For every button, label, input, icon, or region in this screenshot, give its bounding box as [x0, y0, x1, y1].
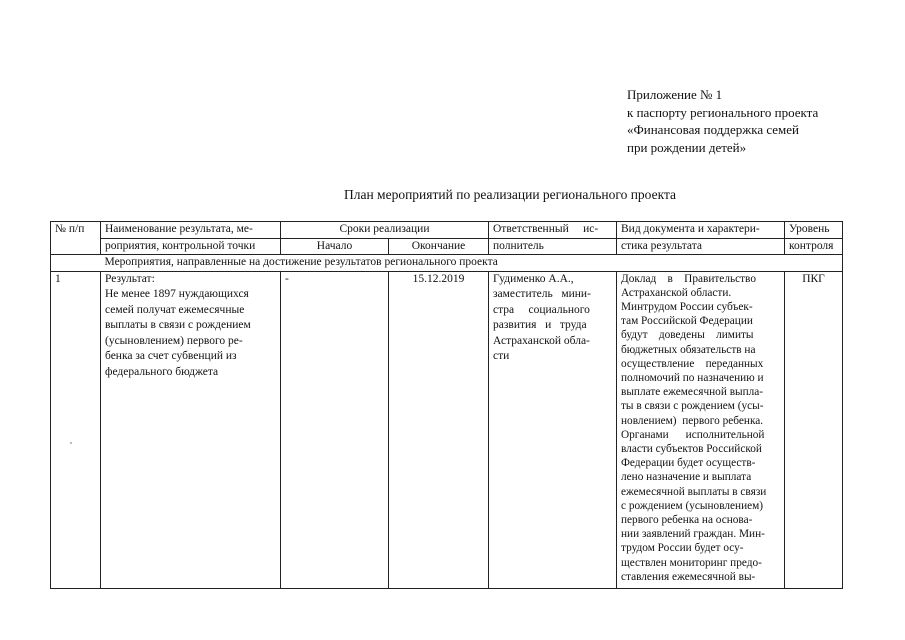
appendix-line: «Финансовая поддержка семей [627, 122, 800, 137]
row-doc-line: осуществление переданных [621, 357, 764, 370]
header-doc-cont [617, 238, 785, 255]
row-doc-line: власти субъектов Российской [621, 442, 762, 455]
header-level-line: контроля [789, 239, 834, 252]
row-name-line: Результат: [105, 272, 155, 285]
row-num: 1 [51, 271, 101, 588]
row-doc-line: Астраханской области. [621, 286, 732, 299]
row-doc-line: Доклад в Правительство [621, 272, 756, 285]
row-name-line: Не менее 1897 нуждающихся [105, 288, 249, 300]
scan-speck [70, 442, 72, 444]
section-spacer [51, 255, 101, 272]
row-responsible-line: заместитель мини- [493, 288, 591, 300]
row-doc-line: трудом России будет осу- [621, 542, 744, 555]
row-doc-line: нии заявлений граждан. Мин- [621, 528, 765, 541]
row-responsible [489, 271, 617, 588]
row-doc-line: первого ребенка на основа- [621, 513, 753, 526]
row-doc-line: будут доведены лимиты [621, 329, 754, 342]
plan-title: План мероприятий по реализации регионального проекта [343, 187, 677, 202]
row-responsible-line: развития и труда [493, 319, 587, 331]
header-responsible-line: Ответственный ис- [493, 223, 599, 235]
header-level [785, 222, 843, 239]
header-responsible [489, 222, 617, 239]
header-doc-line: Вид документа и характери- [621, 223, 760, 235]
header-level-line: Уровень [789, 223, 830, 235]
header-name-cont [101, 238, 281, 255]
row-doc-line: Минтрудом России субъек- [621, 300, 753, 313]
row-doc-line: ты в связи с рождением (усы- [621, 400, 764, 413]
header-level-cont [785, 238, 843, 255]
section-title: Мероприятия, направленные на достижение результатов регионального проекта [101, 255, 843, 272]
header-end: Окончание [389, 238, 489, 255]
table-row [51, 271, 843, 588]
header-num: № п/п [51, 222, 101, 255]
row-doc-line: ставления ежемесячной вы- [621, 570, 756, 583]
header-responsible-cont [489, 238, 617, 255]
row-responsible-line: Астраханской обла- [493, 334, 590, 347]
header-row-bottom [51, 238, 843, 255]
row-start: - [281, 271, 389, 588]
header-doc [617, 222, 785, 239]
row-doc-line: Органами исполнительной [621, 428, 765, 441]
header-terms: Сроки реализации [281, 222, 489, 239]
row-doc-line: бюджетных обязательств на [621, 343, 756, 356]
row-doc-line: Федерации будет осуществ- [621, 457, 756, 470]
row-doc-line: с рождением (усыновлением) [621, 499, 764, 512]
row-doc-line: лено назначение и выплата [621, 471, 752, 484]
appendix-line: к паспорту регионального проекта [627, 104, 819, 120]
row-name [101, 271, 281, 588]
appendix-line: при рождении детей» [627, 139, 747, 155]
appendix-header [627, 86, 818, 156]
row-doc [617, 271, 785, 588]
row-responsible-line: стра социального [493, 303, 590, 316]
row-doc-line: ежемесячной выплаты в связи [621, 485, 767, 498]
row-name-line: семей получат ежемесячные [105, 303, 245, 316]
row-responsible-line: Гудименко А.А., [493, 272, 574, 285]
row-responsible-line: сти [493, 350, 510, 362]
row-name-line: федерального бюджета [105, 365, 219, 378]
header-row-top [51, 222, 843, 239]
row-name-line: выплаты в связи с рождением [105, 319, 251, 331]
row-doc-line: новлением) первого ребенка. [621, 414, 764, 427]
row-doc-line: полномочий по назначению и [621, 371, 764, 384]
row-end: 15.12.2019 [389, 271, 489, 588]
section-row [51, 255, 843, 272]
header-name [101, 222, 281, 239]
plan-table [50, 221, 843, 589]
header-name-line: роприятия, контрольной точки [105, 239, 256, 252]
row-doc-line: там Российской Федерации [621, 315, 753, 328]
appendix-line: Приложение № 1 [627, 87, 723, 102]
header-start: Начало [281, 238, 389, 255]
row-doc-line: выплате ежемесячной выпла- [621, 386, 764, 399]
row-doc-line: ществлен мониторинг предо- [621, 556, 762, 569]
header-name-line: Наименование результата, ме- [105, 223, 253, 235]
header-doc-line: стика результата [621, 239, 703, 252]
row-name-line: (усыновлением) первого ре- [105, 334, 243, 347]
row-level: ПКГ [785, 271, 843, 588]
header-responsible-line: полнитель [493, 239, 544, 252]
row-name-line: бенка за счет субвенций из [105, 350, 237, 362]
